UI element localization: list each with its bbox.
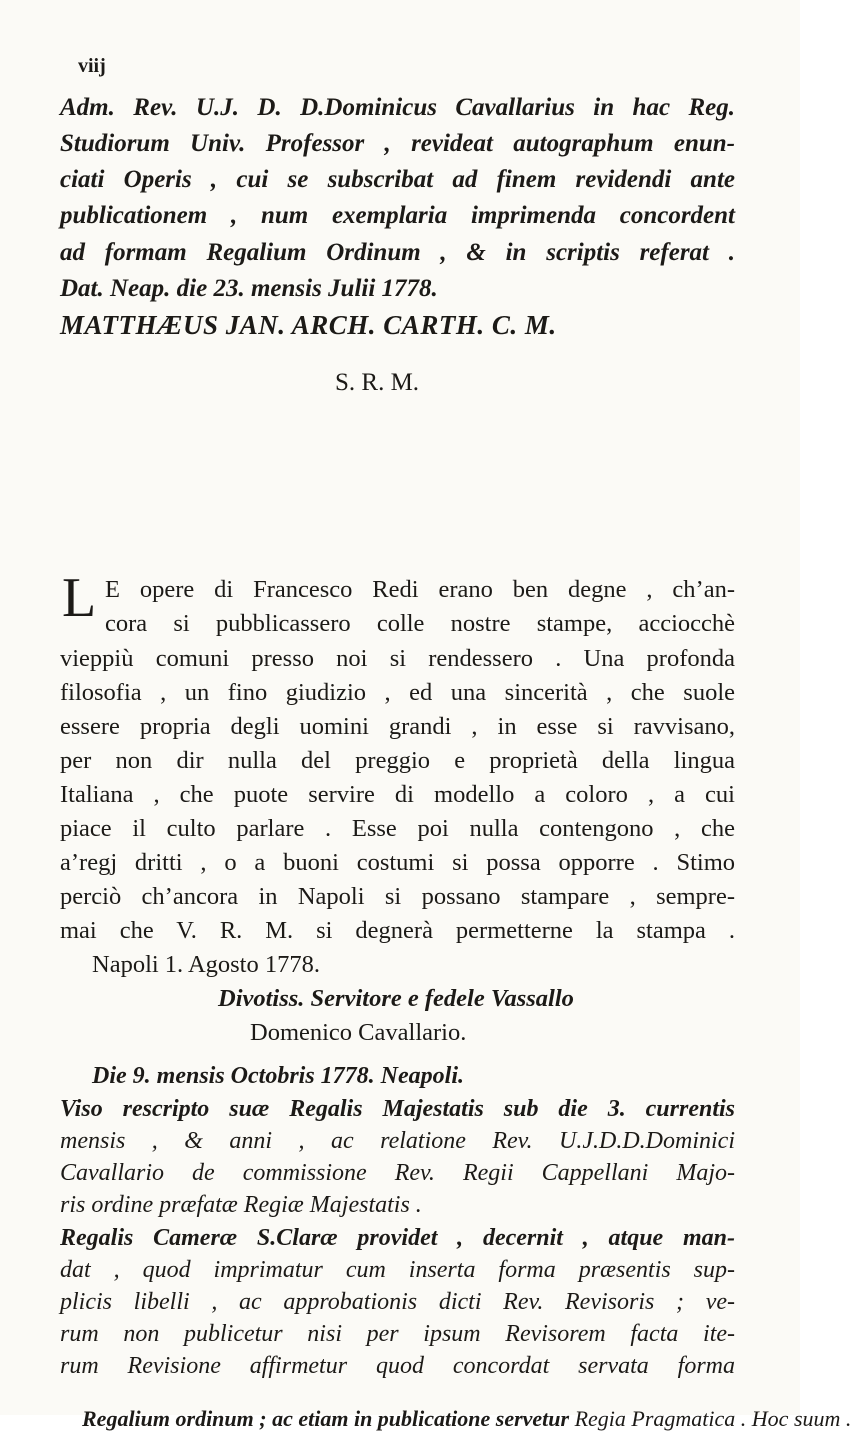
decree-line-11: Regia Pragmatica . Hoc suum . bbox=[574, 1406, 851, 1431]
signature-matthaeus: MATTHÆUS JAN. ARCH. CARTH. C. M. bbox=[60, 310, 557, 340]
letter-signer: Domenico Cavallario. bbox=[250, 1019, 467, 1046]
letter-line-9: a’regj dritti , o a buoni costumi si possa opporre . Stimo bbox=[60, 849, 735, 876]
decree-line-9: rum Revisione affirmetur quod concordat servata forma bbox=[60, 1353, 735, 1379]
letter-closing: Divotiss. Servitore e fedele Vassallo bbox=[218, 985, 574, 1012]
adm-line-4: publicationem , num exemplaria imprimenda concordent bbox=[60, 202, 735, 229]
letter-line-7: Italiana , che puote servire di modello a coloro , a cui bbox=[60, 781, 735, 808]
letter-line-11: mai che V. R. M. si degnerà permetterne la stampa . bbox=[60, 917, 735, 944]
drop-cap: L bbox=[62, 567, 97, 629]
letter-line-1: E opere di Francesco Redi erano ben degne , ch’an- bbox=[105, 576, 735, 603]
adm-line-1: Adm. Rev. U.J. D. D.Dominicus Cavallarius in hac Reg. bbox=[60, 94, 735, 121]
decree-line-3: Cavallario de commissione Rev. Regii Cappellani Majo- bbox=[60, 1160, 735, 1186]
adm-line-2: Studiorum Univ. Professor , revideat autographum enun- bbox=[60, 130, 735, 157]
decree-line-8: rum non publicetur nisi per ipsum Revisorem facta ite- bbox=[60, 1321, 735, 1347]
letter-line-10: perciò ch’ancora in Napoli si possano stampare , sempre- bbox=[60, 883, 735, 910]
decree-line-4: ris ordine præfatæ Regiæ Majestatis . bbox=[60, 1192, 422, 1218]
letter-line-4: filosofia , un fino giudizio , ed una sincerità , che suole bbox=[60, 679, 735, 706]
decree-line-7: plicis libelli , ac approbationis dicti Rev. Revisoris ; ve- bbox=[60, 1289, 735, 1315]
letter-line-6: per non dir nulla del preggio e proprietà della lingua bbox=[60, 747, 735, 774]
adm-line-5: ad formam Regalium Ordinum , & in scriptis referat . bbox=[60, 239, 735, 266]
decree-line-5: Regalis Cameræ S.Claræ providet , decernit , atque man- bbox=[60, 1225, 735, 1251]
decree-line-1: Viso rescripto suæ Regalis Majestatis sub die 3. currentis bbox=[60, 1096, 735, 1122]
page-number: viij bbox=[78, 55, 106, 77]
decree-date: Die 9. mensis Octobris 1778. Neapoli. bbox=[92, 1063, 464, 1089]
decree-line-10-11 bbox=[60, 1386, 851, 1452]
letter-line-3: vieppiù comuni presso noi si rendessero . Una profonda bbox=[60, 645, 735, 672]
heading-srm: S. R. M. bbox=[335, 369, 420, 396]
letter-line-5: essere propria degli uomini grandi , in esse si ravvisano, bbox=[60, 713, 735, 740]
decree-line-6: dat , quod imprimatur cum inserta forma præsentis sup- bbox=[60, 1257, 735, 1283]
decree-line-2: mensis , & anni , ac relatione Rev. U.J.D.D.Dominici bbox=[60, 1128, 735, 1154]
adm-line-6: Dat. Neap. die 23. mensis Julii 1778. bbox=[60, 275, 438, 302]
letter-line-2: cora si pubblicassero colle nostre stampe, acciocchè bbox=[105, 610, 735, 637]
adm-line-3: ciati Operis , cui se subscribat ad finem revidendi ante bbox=[60, 166, 735, 193]
decree-line-10: Regalium ordinum ; ac etiam in publicatione servetur bbox=[82, 1406, 570, 1431]
letter-line-8: piace il culto parlare . Esse poi nulla contengono , che bbox=[60, 815, 735, 842]
letter-date: Napoli 1. Agosto 1778. bbox=[92, 951, 320, 978]
